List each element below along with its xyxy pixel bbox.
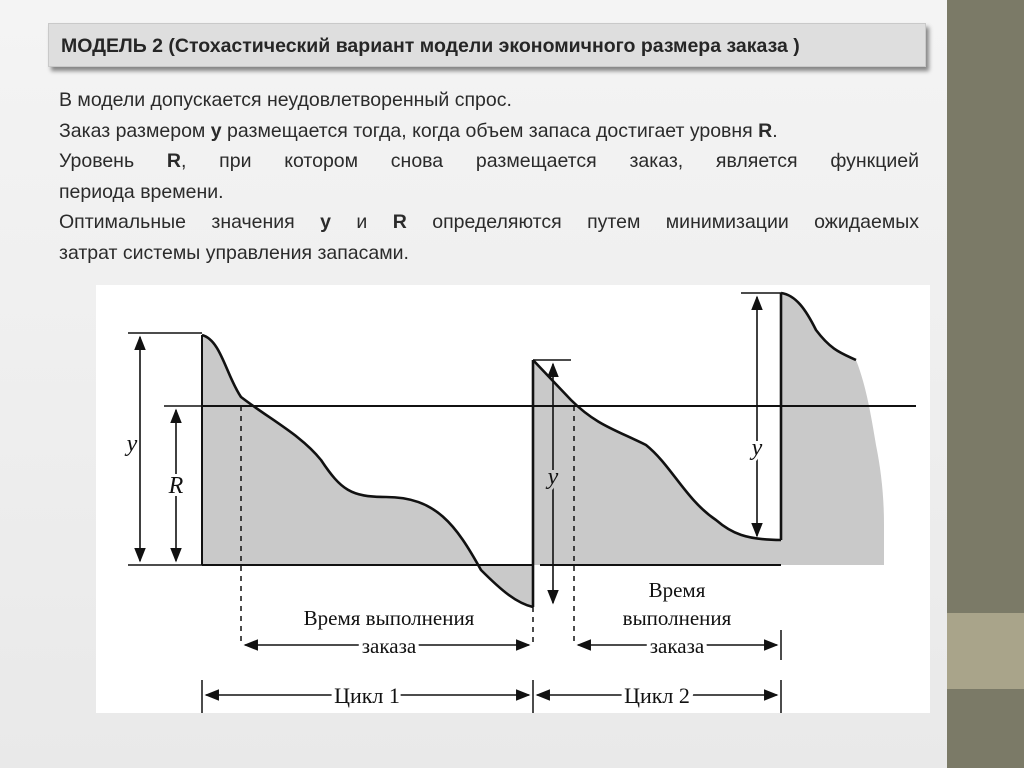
paragraph-1-text: В модели допускается неудовлетворенный спрос. (59, 89, 512, 111)
paragraph-3-line-2 (59, 177, 919, 208)
paragraph-3-text-a: Уровень (59, 150, 167, 172)
paragraph-3-text-c: , при котором снова размещается заказ, является функцией (180, 150, 919, 172)
paragraph-3-symbol-R: R (166, 150, 181, 172)
paragraph-4-text-a: Оптимальные значения (59, 211, 321, 233)
paragraph-2-text-c: размещается тогда, когда объем запаса достигает уровня (221, 119, 759, 142)
label-y-cycle-2-end: y (751, 435, 763, 461)
paragraph-4-symbol-R: R (392, 211, 407, 233)
paragraph-2-text-a: Заказ размером (59, 119, 211, 142)
paragraph-4-text-e: определяются путем минимизации ожидаемых (406, 211, 919, 233)
lead-time-2-line-3: заказа (649, 634, 705, 658)
paragraph-3-text-last: периода времени. (59, 180, 224, 203)
paragraph-1 (59, 85, 919, 116)
paragraph-4-text-last: затрат системы управления запасами. (59, 241, 409, 264)
lead-time-2-line-2: выполнения (622, 606, 732, 630)
inventory-diagram (96, 285, 930, 713)
paragraph-4-text-c: и (331, 211, 393, 233)
paragraph-4-symbol-y: y (320, 211, 332, 233)
paragraph-2-text-e: . (772, 119, 778, 142)
right-decor-accent (947, 613, 1024, 689)
lead-time-1-line-1: Время выполнения (303, 606, 475, 630)
inventory-area-cycle-2 (533, 293, 884, 565)
right-decor-band (947, 0, 1024, 768)
lead-time-1-line-2: заказа (361, 634, 417, 658)
label-R: R (168, 473, 184, 499)
inventory-diagram-svg (96, 285, 930, 713)
lead-time-2-line-1: Время (648, 578, 706, 602)
paragraph-2 (59, 116, 919, 147)
paragraph-4-line-1 (59, 207, 919, 238)
paragraph-2-symbol-R: R (758, 119, 773, 142)
label-y: y (126, 431, 138, 457)
label-y-cycle-2-start: y (547, 464, 559, 490)
body-text (59, 85, 919, 268)
cycle-1-label: Цикл 1 (334, 683, 400, 708)
cycle-2-label: Цикл 2 (624, 683, 690, 708)
paragraph-4-line-2 (59, 238, 919, 269)
slide-title: МОДЕЛЬ 2 (Стохастический вариант модели экономичного размера заказа ) (61, 35, 800, 57)
paragraph-3-line-1 (59, 146, 919, 177)
inventory-area-cycle-1 (202, 335, 533, 607)
title-box (48, 23, 926, 67)
paragraph-2-symbol-y: y (210, 119, 222, 142)
